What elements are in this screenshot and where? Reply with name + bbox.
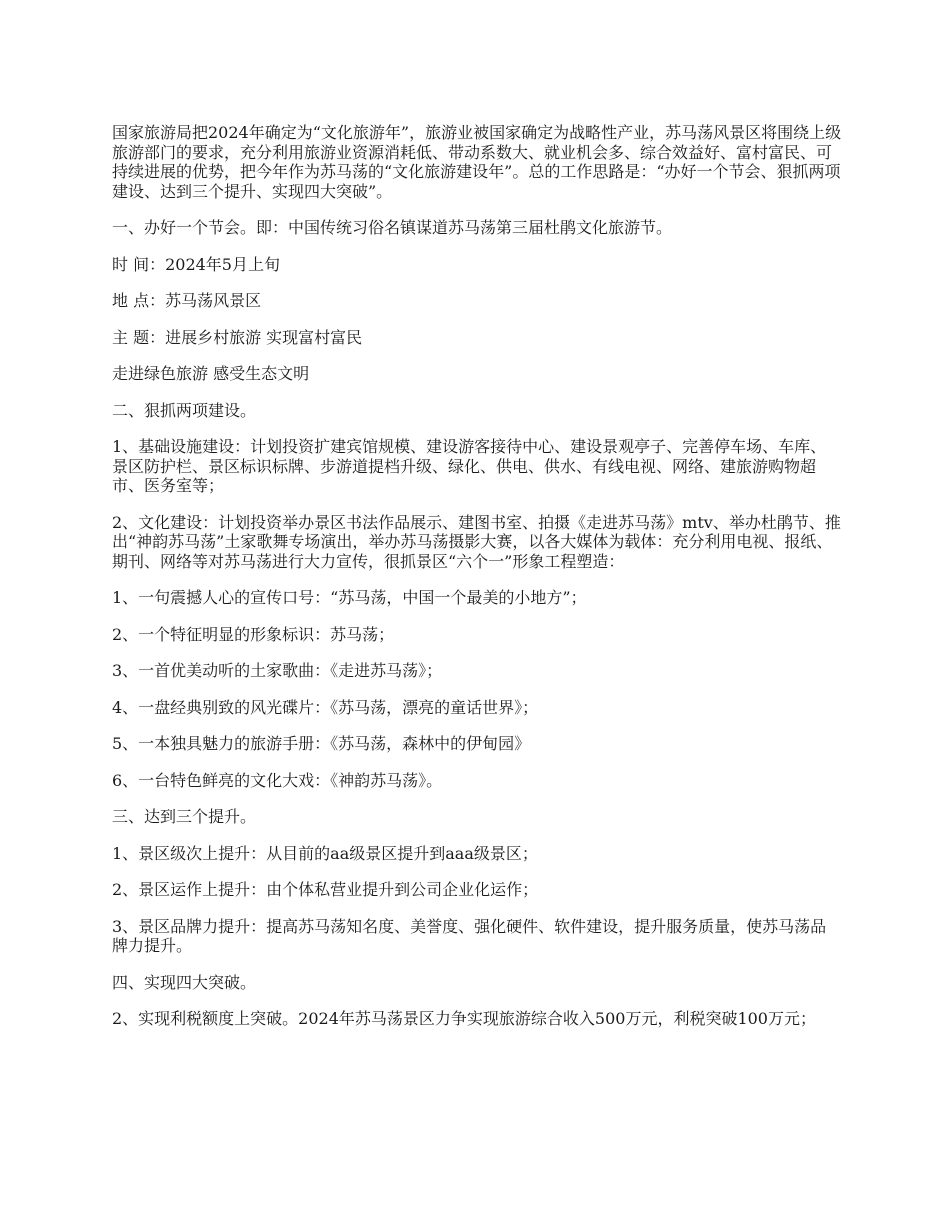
list-item: 1、基础设施建设：计划投资扩建宾馆规模、建设游客接待中心、建设景观亭子、完善停车场、车库、景区防护栏、景区标识标牌、步游道提档升级、绿化、供电、供水、有线电视、网络、建旅游购物超市、医务室等； <box>112 437 827 495</box>
document-body <box>112 123 842 1046</box>
list-item: 2、实现利税额度上突破。2024年苏马荡景区力争实现旅游综合收入500万元，利税突破100万元； <box>112 1009 816 1028</box>
section-heading-4: 四、实现四大突破。 <box>112 972 257 992</box>
event-time: 时 间：2024年5月上旬 <box>112 254 280 274</box>
event-theme: 主 题：进展乡村旅游 实现富村富民 <box>112 327 363 347</box>
list-item: 6、一台特色鲜亮的文化大戏：《神韵苏马荡》。 <box>112 770 443 790</box>
list-item: 1、一句震撼人心的宣传口号：“苏马荡，中国一个最美的小地方”； <box>112 588 587 607</box>
event-theme-continued: 走进绿色旅游 感受生态文明 <box>112 364 310 383</box>
section-heading-2: 二、狠抓两项建设。 <box>112 400 257 420</box>
list-item: 5、一本独具魅力的旅游手册：《苏马荡，森林中的伊甸园》 <box>112 734 531 753</box>
intro-paragraph: 国家旅游局把2024年确定为“文化旅游年”，旅游业被国家确定为战略性产业，苏马荡风景区将围绕上级旅游部门的要求，充分利用旅游业资源消耗低、带动系数大、就业机会多、综合效益好、富村富民、可持续进展的优势，把今年作为苏马荡的“文化旅游建设年”。总的工作思路是：“办好一个节会、狠抓两项建设、达到三个提升、实现四大突破”。 <box>112 123 842 201</box>
list-item: 1、景区级次上提升：从目前的aa级景区提升到aaa级景区； <box>112 843 538 863</box>
list-item: 3、景区品牌力提升：提高苏马荡知名度、美誉度、强化硬件、软件建设，提升服务质量，使苏马荡品牌力提升。 <box>112 916 827 955</box>
list-item: 2、景区运作上提升：由个体私营业提升到公司企业化运作； <box>112 880 539 899</box>
section-heading-1: 一、办好一个节会。即：中国传统习俗名镇谋道苏马荡第三届杜鹃文化旅游节。 <box>112 218 673 237</box>
list-item: 2、一个特征明显的形象标识：苏马荡； <box>112 624 395 644</box>
list-item: 4、一盘经典别致的风光碟片：《苏马荡，漂亮的童话世界》； <box>112 697 539 717</box>
list-item: 2、文化建设：计划投资举办景区书法作品展示、建图书室、拍摄《走进苏马荡》mtv、举办杜鹃节、推出“神韵苏马荡”土家歌舞专场演出，举办苏马荡摄影大赛，以各大媒体为载体：充分利用电视、报纸、期刊、网络等对苏马荡进行大力宣传，很抓景区“六个一”形象工程塑造： <box>112 512 841 571</box>
section-heading-3: 三、达到三个提升。 <box>112 807 257 826</box>
event-location: 地 点：苏马荡风景区 <box>112 291 262 310</box>
list-item: 3、一首优美动听的土家歌曲：《走进苏马荡》； <box>112 661 443 680</box>
